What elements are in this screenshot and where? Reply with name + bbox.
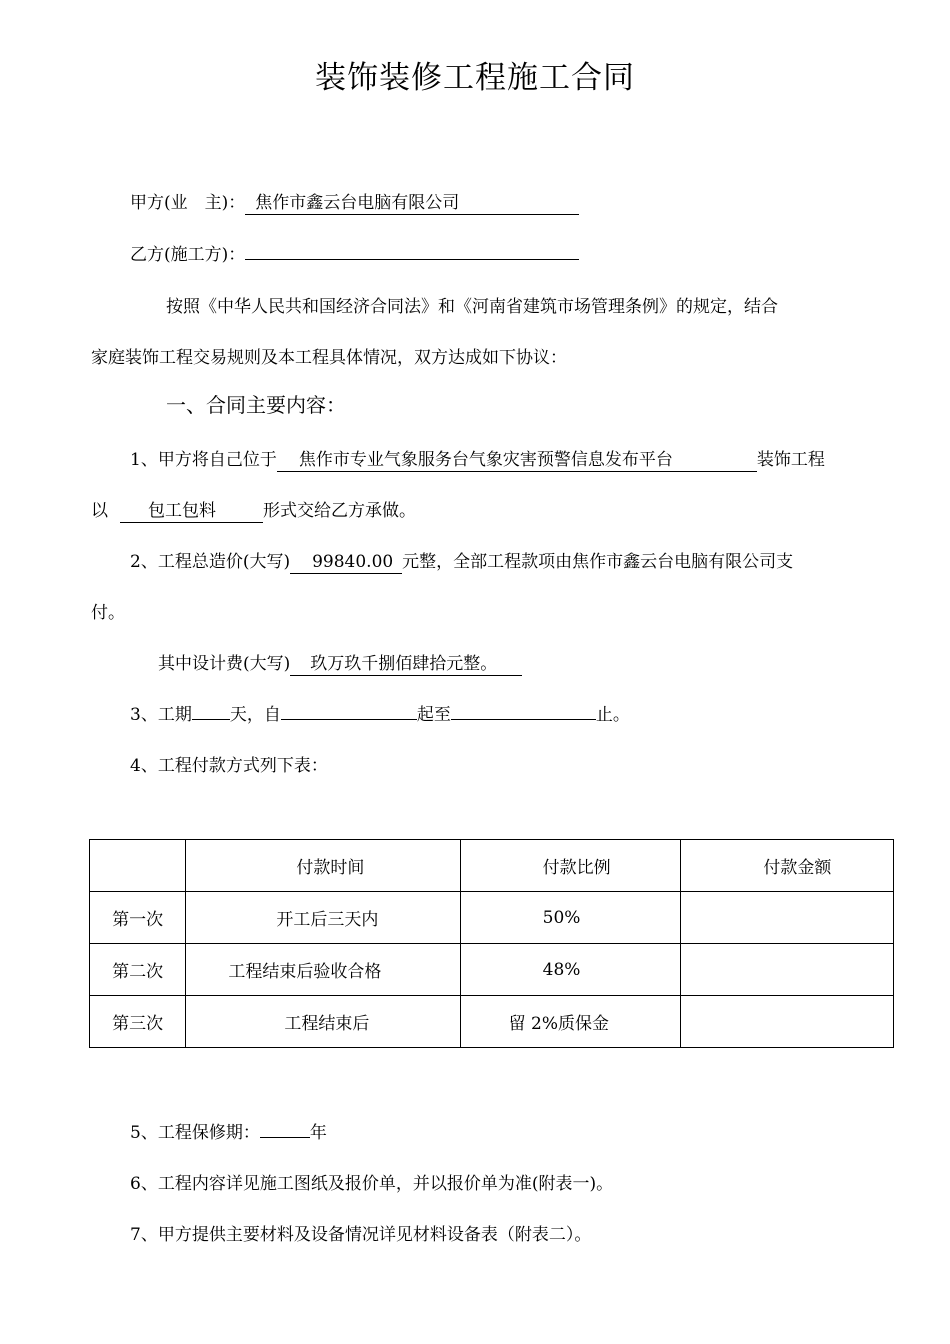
table-row (90, 892, 894, 944)
preamble-line-1: 按照《中华人民共和国经济合同法》和《河南省建筑市场管理条例》的规定，结合 (166, 297, 778, 317)
item-3-end-blank (451, 719, 596, 720)
time-cell: 工程结束后验收合格 (186, 944, 460, 996)
stage-cell: 第三次 (90, 996, 186, 1048)
stage-cell: 第一次 (90, 892, 186, 944)
item-5-years-blank (260, 1137, 310, 1138)
document-title: 装饰装修工程施工合同 (315, 60, 635, 96)
item-1-line-2 (91, 499, 416, 523)
item-2-amount: 99840.00 (290, 551, 402, 574)
amount-cell (681, 892, 894, 944)
design-fee-line (158, 652, 522, 676)
item-2-line-1 (130, 550, 793, 574)
item-5-prefix: 5、工程保修期： (130, 1123, 260, 1143)
item-3-days-blank (192, 719, 230, 720)
item-7-line: 7、甲方提供主要材料及设备情况详见材料设备表（附表二）。 (130, 1225, 592, 1245)
party-b-value (245, 259, 579, 260)
section-1-heading: 一、合同主要内容： (166, 393, 346, 417)
item-1-line2-prefix: 以 (91, 501, 108, 521)
party-a-value: 焦作市鑫云台电脑有限公司 (245, 192, 579, 215)
item-1-mode: 包工包料 (120, 500, 263, 523)
amount-cell (681, 996, 894, 1048)
item-2-line-2: 付。 (91, 603, 125, 623)
item-3-line (130, 703, 630, 727)
table-row (90, 996, 894, 1048)
preamble-line-2: 家庭装饰工程交易规则及本工程具体情况，双方达成如下协议： (91, 348, 567, 368)
stage-cell: 第二次 (90, 944, 186, 996)
ratio-cell: 留 2%质保金 (460, 996, 681, 1048)
party-a-line (130, 191, 579, 215)
header-cell-amount: 付款金额 (681, 840, 894, 892)
payment-table (89, 839, 894, 1048)
item-5-suffix: 年 (309, 1123, 327, 1143)
item-3-days-suffix: 天，自 (229, 705, 281, 725)
design-fee-amount: 玖万玖千捌佰肆拾元整。 (290, 653, 522, 676)
amount-cell (681, 944, 894, 996)
time-cell: 开工后三天内 (186, 892, 460, 944)
item-6-line: 6、工程内容详见施工图纸及报价单，并以报价单为准(附表一)。 (130, 1174, 614, 1194)
item-2-prefix: 2、工程总造价(大写) (130, 552, 291, 572)
time-cell: 工程结束后 (186, 996, 460, 1048)
item-3-prefix: 3、工期 (130, 705, 192, 725)
item-1-suffix: 装饰工程 (756, 450, 825, 470)
table-row (90, 944, 894, 996)
party-b-line (130, 243, 579, 267)
item-3-end: 止。 (595, 705, 630, 725)
table-header-row (90, 840, 894, 892)
item-1-location: 焦作市专业气象服务台气象灾害预警信息发布平台 (277, 449, 757, 472)
item-1-prefix: 1、甲方将自己位于 (130, 450, 277, 470)
item-5-line (130, 1121, 327, 1145)
item-2-suffix: 元整，全部工程款项由焦作市鑫云台电脑有限公司支 (402, 552, 794, 572)
design-fee-prefix: 其中设计费(大写) (158, 654, 291, 674)
item-1-line-1 (130, 448, 825, 472)
ratio-cell: 48% (460, 944, 681, 996)
header-cell-ratio: 付款比例 (460, 840, 681, 892)
ratio-cell: 50% (460, 892, 681, 944)
party-b-label: 乙方(施工方)： (130, 245, 246, 265)
header-cell-time: 付款时间 (186, 840, 460, 892)
item-4-line: 4、工程付款方式列下表： (130, 756, 328, 776)
party-a-label: 甲方(业 主)： (130, 193, 246, 213)
item-1-line2-suffix: 形式交给乙方承做。 (263, 501, 416, 521)
item-3-start-blank (281, 719, 417, 720)
header-cell-stage (90, 840, 186, 892)
item-3-to: 起至 (416, 705, 451, 725)
